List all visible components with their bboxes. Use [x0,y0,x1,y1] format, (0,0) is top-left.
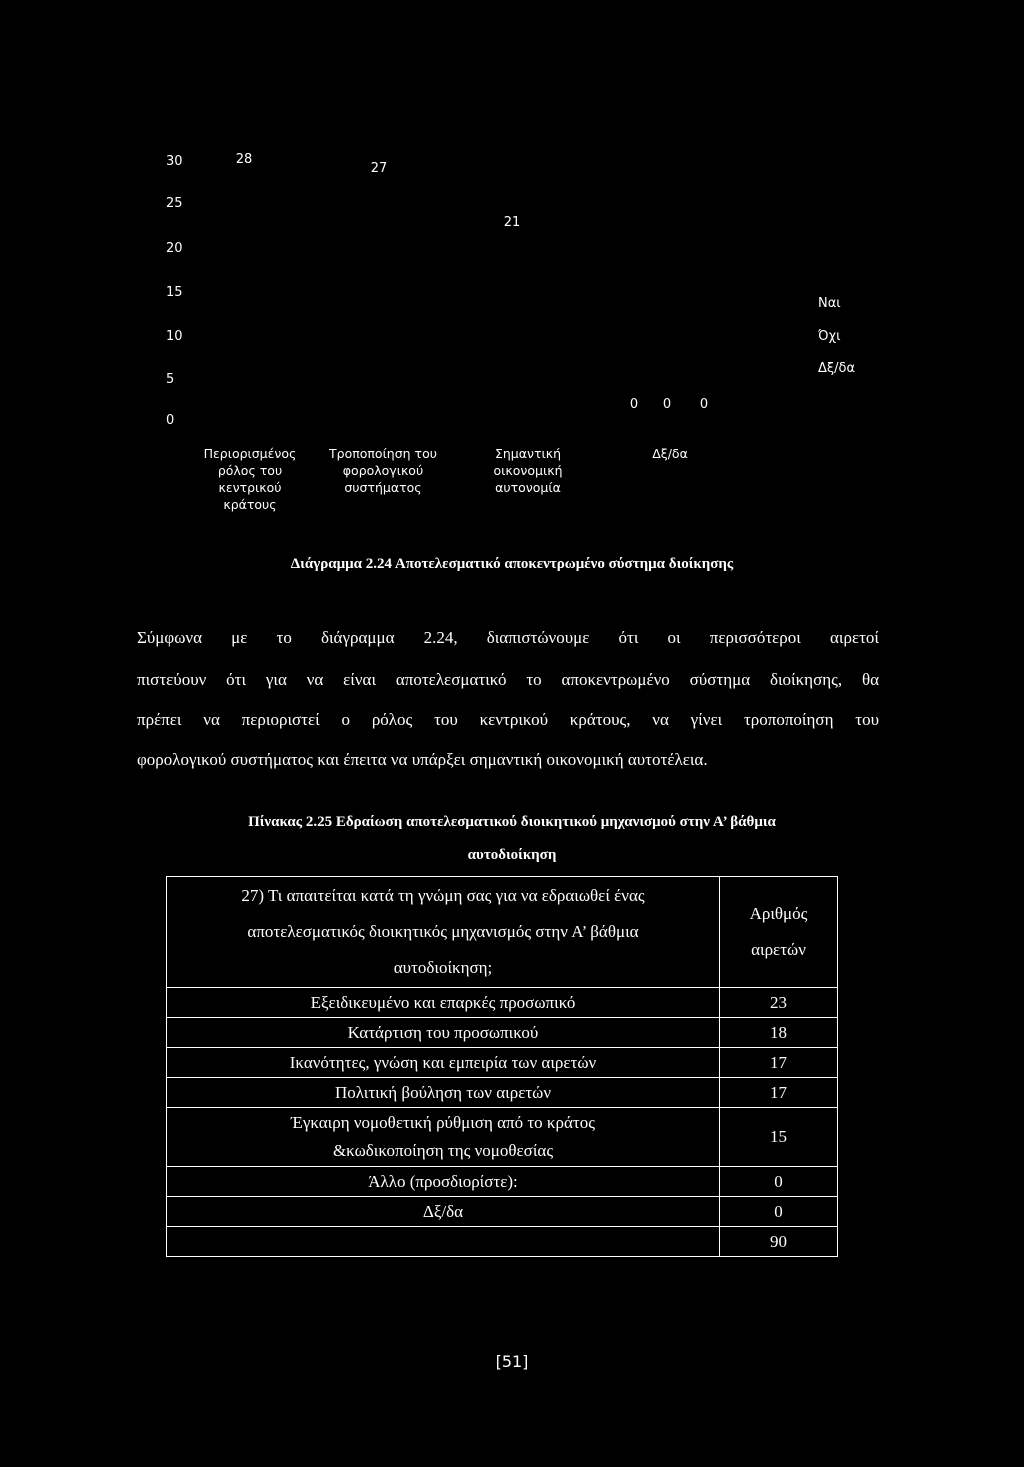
table-total-row [167,1227,838,1257]
category-label: κράτους [223,497,277,512]
table-row [167,1018,838,1048]
category-label: οικονομική [493,463,563,478]
data-label: 28 [235,152,253,167]
category-label: αυτονομία [495,480,561,495]
data-label: 27 [370,161,388,176]
y-tick-label: 5 [166,372,175,387]
y-tick-label: 30 [166,154,183,169]
legend-entry: Ναι [818,296,841,311]
row-label-line: Έγκαιρη νομοθετική ρύθμιση από το κράτος [291,1113,595,1132]
header-count-cell [720,877,838,988]
row-label: Ικανότητες, γνώση και εμπειρία των αιρετών [167,1048,720,1078]
data-label: 0 [662,397,672,412]
category-label: κεντρικού [218,480,282,495]
row-value: 0 [720,1197,838,1227]
row-value: 23 [720,988,838,1018]
legend-entry: Δξ/δα [818,361,856,376]
paragraph-line-1: Σύμφωνα με το διάγραμμα 2.24, διαπιστώνουμε ότι οι περισσότεροι αιρετοί [137,628,879,647]
table-row [167,988,838,1018]
row-label [167,1108,720,1167]
row-value: 17 [720,1078,838,1108]
category-label: Περιορισμένος [203,446,297,461]
row-value: 17 [720,1048,838,1078]
category-label: Τροποποίηση του [329,446,437,461]
row-value: 0 [720,1167,838,1197]
header-question-line: αυτοδιοίκηση; [393,958,493,977]
y-tick-label: 10 [166,329,183,344]
y-axis-ticks [166,154,183,428]
table-caption-line-1: Πίνακας 2.25 Εδραίωση αποτελεσματικού διοικητικού μηχανισμού στην Α’ βάθμια [248,814,776,830]
y-tick-label: 15 [166,285,183,300]
bar [353,190,397,418]
row-label: Εξειδικευμένο και επαρκές προσωπικό [167,988,720,1018]
bar-marks [221,182,530,418]
row-label: Άλλο (προσδιορίστε): [167,1167,720,1197]
data-label: 0 [629,397,639,412]
header-count-line: Αριθμός [749,904,808,923]
data-label: 0 [699,397,709,412]
paragraph-line-2: πιστεύουν ότι για να είναι αποτελεσματικό το αποκεντρωμένο σύστημα διοίκησης, θα [137,670,879,689]
category-labels [204,446,688,512]
category-label: Σημαντική [494,446,562,461]
bar [486,241,530,418]
page-number: [51] [495,1352,529,1371]
category-label: ρόλος του [217,463,283,478]
data-labels [236,152,708,412]
category-label: φορολογικού [342,463,424,478]
row-label-line: &κωδικοποίηση της νομοθεσίας [332,1141,554,1160]
table-header-row [167,877,838,988]
table-row [167,1108,838,1167]
table-row [167,1078,838,1108]
category-label: συστήματος [344,480,422,495]
data-table [166,876,838,1257]
table-row [167,1197,838,1227]
bar-chart [0,0,1024,540]
bar [221,182,265,418]
paragraph-line-3: πρέπει να περιοριστεί ο ρόλος του κεντρικού κράτους, να γίνει τροποποίηση του [137,710,879,729]
category-label: Δξ/δα [652,446,688,461]
header-question-line: αποτελεσματικός διοικητικός μηχανισμός στην Α’ βάθμια [247,922,639,941]
table-row [167,1048,838,1078]
header-count-line: αιρετών [751,940,806,959]
table-caption-line-2: αυτοδιοίκηση [467,847,557,863]
row-value: 90 [720,1227,838,1257]
y-tick-label: 20 [166,241,183,256]
header-question-line: 27) Τι απαιτείται κατά τη γνώμη σας για να εδραιωθεί ένας [241,886,645,905]
chart-legend [817,296,855,376]
row-value: 15 [720,1108,838,1167]
row-label: Δξ/δα [167,1197,720,1227]
header-question-cell [167,877,720,988]
y-tick-label: 0 [166,413,175,428]
data-label: 21 [503,215,521,230]
legend-entry: Όχι [818,329,841,344]
figure-caption: Διάγραμμα 2.24 Αποτελεσματικό αποκεντρωμένο σύστημα διοίκησης [290,556,734,572]
y-tick-label: 25 [166,196,183,211]
row-label: Κατάρτιση του προσωπικού [167,1018,720,1048]
row-label: Πολιτική βούληση των αιρετών [167,1078,720,1108]
paragraph-line-4: φορολογικού συστήματος και έπειτα να υπάρξει σημαντική οικονομική αυτοτέλεια. [137,750,708,769]
row-label [167,1227,720,1257]
table-row [167,1167,838,1197]
row-value: 18 [720,1018,838,1048]
